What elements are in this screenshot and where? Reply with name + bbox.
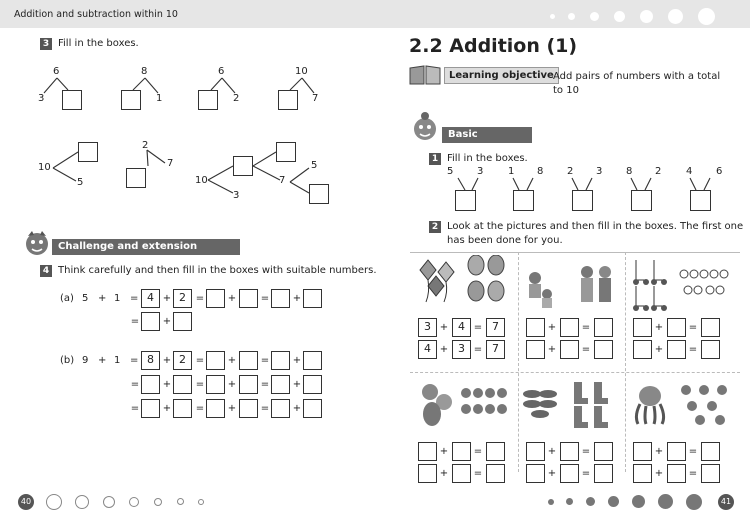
side-tree-a-low: 5 (77, 177, 84, 188)
q4a-box5[interactable] (271, 289, 290, 308)
p6-row2-equals: = (688, 468, 698, 479)
q4a-box1[interactable]: 4 (141, 289, 160, 308)
p1-row1-box2[interactable]: 4 (452, 318, 471, 337)
panel-top-border (410, 252, 740, 253)
pair4-a: 8 (626, 166, 633, 177)
objective-text-2: to 10 (553, 85, 579, 96)
objective-label: Learning objective (444, 67, 559, 84)
q4b-box4[interactable] (239, 351, 258, 370)
p4-row1-box1[interactable] (418, 442, 437, 461)
p3-row2-box2[interactable] (667, 340, 686, 359)
q4a-eq3: = (260, 293, 270, 304)
q4-instruction: Think carefully and then fill in the boxes with suitable numbers. (58, 265, 377, 276)
objective-text-1: Add pairs of numbers with a total (553, 71, 721, 82)
p3-row2-box3[interactable] (701, 340, 720, 359)
q4a-box6[interactable] (303, 289, 322, 308)
q4b-row2-eq3: = (260, 379, 270, 390)
p5-row1-box3[interactable] (594, 442, 613, 461)
tree1-answer-box[interactable] (62, 90, 82, 110)
side-tree-c-box1[interactable] (233, 156, 253, 176)
pair3-b: 3 (596, 166, 603, 177)
side-tree-c-mid: 7 (279, 175, 286, 186)
p2-row1-box3[interactable] (594, 318, 613, 337)
q4b-n2: 1 (114, 355, 121, 366)
p2-row2-equals: = (581, 344, 591, 355)
p1-row2-box3[interactable]: 7 (486, 340, 505, 359)
octopus-icon (628, 382, 672, 426)
p3-row1-equals: = (688, 322, 698, 333)
q2-line2: has been done for you. (447, 235, 563, 246)
q4b-row2-plus2: + (227, 379, 237, 390)
panel-divider-2 (625, 252, 626, 472)
p4-row2-box1[interactable] (418, 464, 437, 483)
q4b-row2-box4[interactable] (239, 375, 258, 394)
tree3-top: 6 (218, 66, 225, 77)
p4-row1-equals: = (473, 446, 483, 457)
octopus-icon (676, 382, 734, 426)
pair3-a: 2 (567, 166, 574, 177)
q4b-plus3: + (292, 355, 302, 366)
q4b-row3-box1[interactable] (141, 399, 160, 418)
pair4-box[interactable] (631, 190, 652, 211)
dolls-icon (458, 385, 512, 421)
q4a-eq2: = (195, 293, 205, 304)
p3-row1-box2[interactable] (667, 318, 686, 337)
q4b-row3-eq: = (130, 403, 140, 414)
side-tree-c-out: 5 (311, 160, 318, 171)
q4b-row3-box2[interactable] (173, 399, 192, 418)
q4b-row2-plus3: + (292, 379, 302, 390)
scooters-icon (630, 256, 674, 312)
p4-row2-box3[interactable] (486, 464, 505, 483)
kites-icon (418, 258, 462, 304)
q3-heading (40, 38, 139, 50)
p3-row1-plus: + (654, 322, 664, 333)
q4b-row2-box5[interactable] (271, 375, 290, 394)
q4b-op: + (98, 355, 107, 366)
bicycles-icon (678, 262, 734, 298)
q4b-row3-box6[interactable] (303, 399, 322, 418)
p1-row2-box1[interactable]: 4 (418, 340, 437, 359)
p2-row2-box1[interactable] (526, 340, 545, 359)
q4a-box4[interactable] (239, 289, 258, 308)
p2-row2-box3[interactable] (594, 340, 613, 359)
tree3-answer-box[interactable] (198, 90, 218, 110)
q4b-eq2: = (195, 355, 205, 366)
side-tree-b-top: 2 (142, 140, 149, 151)
q2-heading (429, 221, 743, 233)
q4b-plus2: + (227, 355, 237, 366)
teddy-bear-icon (418, 380, 456, 430)
p6-row2-box3[interactable] (701, 464, 720, 483)
p6-row2-box1[interactable] (633, 464, 652, 483)
pair1-a: 5 (447, 166, 454, 177)
p1-row1-equals: = (473, 322, 483, 333)
p1-row2-box2[interactable]: 3 (452, 340, 471, 359)
q4b-box6[interactable] (303, 351, 322, 370)
q4-heading (40, 265, 377, 277)
q4b-row2-plus: + (162, 379, 172, 390)
q4b-eq: = (130, 355, 139, 366)
tree4-top: 10 (295, 66, 308, 77)
side-tree-a-root: 10 (38, 162, 51, 173)
children-icon (523, 262, 615, 310)
p3-row2-equals: = (688, 344, 698, 355)
tree1-left: 3 (38, 93, 45, 104)
q4b-eq3: = (260, 355, 270, 366)
p5-row1-equals: = (581, 446, 591, 457)
p2-row2-plus: + (547, 344, 557, 355)
q4b-row2-eq2: = (195, 379, 205, 390)
p1-row2-plus: + (439, 344, 449, 355)
side-tree-c-root: 10 (195, 175, 208, 186)
q1-instruction: Fill in the boxes. (447, 153, 528, 164)
pair5-a: 4 (686, 166, 693, 177)
p4-row1-box2[interactable] (452, 442, 471, 461)
shoes-icon (522, 388, 558, 418)
side-tree-b-box[interactable] (126, 168, 146, 188)
q4b-n1: 9 (82, 355, 89, 366)
p2-row1-box1[interactable] (526, 318, 545, 337)
pair4-b: 2 (655, 166, 662, 177)
p4-row1-plus: + (439, 446, 449, 457)
tree1-top: 6 (53, 66, 60, 77)
p3-row2-plus: + (654, 344, 664, 355)
p4-row2-plus: + (439, 468, 449, 479)
q4a-eq: = (130, 293, 139, 304)
q4b-row3-plus: + (162, 403, 172, 414)
p4-row2-box2[interactable] (452, 464, 471, 483)
side-tree-b-right: 7 (167, 158, 174, 169)
p1-row2-equals: = (473, 344, 483, 355)
q4b-row3-box4[interactable] (239, 399, 258, 418)
p6-row1-equals: = (688, 446, 698, 457)
pair2-box[interactable] (513, 190, 534, 211)
p3-row2-box1[interactable] (633, 340, 652, 359)
q3-number: 3 (40, 38, 52, 50)
q4a-row2-plus: + (162, 316, 172, 327)
running-head: Addition and subtraction within 10 (14, 9, 178, 20)
p3-row1-box1[interactable] (633, 318, 652, 337)
q4b-box3[interactable] (206, 351, 225, 370)
tree2-top: 8 (141, 66, 148, 77)
q3-instruction: Fill in the boxes. (58, 38, 139, 49)
p5-row1-box1[interactable] (526, 442, 545, 461)
basic-banner: Basic questions (442, 127, 532, 143)
balloons-icon (464, 255, 512, 309)
q4a-row2-box2[interactable] (173, 312, 192, 331)
q4a-label: (a) (60, 293, 74, 304)
side-tree-c-box2[interactable] (276, 142, 296, 162)
q4a-plus: + (162, 293, 172, 304)
q4b-row2-box3[interactable] (206, 375, 225, 394)
page-number-right: 41 (718, 494, 734, 510)
p5-row2-equals: = (581, 468, 591, 479)
p6-row1-plus: + (654, 446, 664, 457)
q4b-row3-box3[interactable] (206, 399, 225, 418)
p2-row1-equals: = (581, 322, 591, 333)
q4b-box2[interactable]: 2 (173, 351, 192, 370)
q4a-row2-eq: = (130, 316, 140, 327)
pair5-box[interactable] (690, 190, 711, 211)
side-tree-a-box[interactable] (78, 142, 98, 162)
page-number-left: 40 (18, 494, 34, 510)
q4a-box2[interactable]: 2 (173, 289, 192, 308)
p2-row1-plus: + (547, 322, 557, 333)
q4b-box5[interactable] (271, 351, 290, 370)
q4b-plus: + (162, 355, 172, 366)
challenge-banner: Challenge and extension question (52, 239, 240, 255)
q4b-row3-eq3: = (260, 403, 270, 414)
side-tree-c-low: 3 (233, 190, 240, 201)
p1-row1-box3[interactable]: 7 (486, 318, 505, 337)
p6-row2-box2[interactable] (667, 464, 686, 483)
p1-row1-plus: + (439, 322, 449, 333)
p2-row2-box2[interactable] (560, 340, 579, 359)
boots-icon (568, 380, 612, 430)
p4-row2-equals: = (473, 468, 483, 479)
pair2-a: 1 (508, 166, 515, 177)
q4b-row2-box1[interactable] (141, 375, 160, 394)
p6-row1-box1[interactable] (633, 442, 652, 461)
q4b-label: (b) (60, 355, 75, 366)
p5-row1-plus: + (547, 446, 557, 457)
p5-row2-box1[interactable] (526, 464, 545, 483)
q2-number: 2 (429, 221, 441, 233)
p1-row1-box1[interactable]: 3 (418, 318, 437, 337)
q1-heading (429, 153, 528, 165)
p4-row1-box3[interactable] (486, 442, 505, 461)
mascot-icon (408, 110, 442, 144)
pair3-box[interactable] (572, 190, 593, 211)
p5-row2-plus: + (547, 468, 557, 479)
panel-divider-1 (518, 252, 519, 472)
open-book-icon (408, 64, 442, 86)
q4a-plus2: + (227, 293, 237, 304)
q4b-box1[interactable]: 8 (141, 351, 160, 370)
q4-number: 4 (40, 265, 52, 277)
q4a-plus3: + (292, 293, 302, 304)
side-tree-c-box3[interactable] (309, 184, 329, 204)
mascot-icon (20, 228, 54, 258)
tree3-right: 2 (233, 93, 240, 104)
q4a-box3[interactable] (206, 289, 225, 308)
q4b-row3-plus2: + (227, 403, 237, 414)
page-title: 2.2 Addition (1) (409, 35, 578, 57)
tree2-answer-box[interactable] (121, 90, 141, 110)
q4a-row2-box1[interactable] (141, 312, 160, 331)
p6-row2-plus: + (654, 468, 664, 479)
p5-row1-box2[interactable] (560, 442, 579, 461)
pair5-b: 6 (716, 166, 723, 177)
p3-row1-box3[interactable] (701, 318, 720, 337)
q4b-row2-eq: = (130, 379, 140, 390)
pair2-b: 8 (537, 166, 544, 177)
p2-row1-box2[interactable] (560, 318, 579, 337)
q4b-row2-box6[interactable] (303, 375, 322, 394)
q4a-op: + (98, 293, 107, 304)
pair1-box[interactable] (455, 190, 476, 211)
p5-row2-box2[interactable] (560, 464, 579, 483)
tree4-answer-box[interactable] (278, 90, 298, 110)
q4b-row3-plus3: + (292, 403, 302, 414)
p5-row2-box3[interactable] (594, 464, 613, 483)
q4b-row2-box2[interactable] (173, 375, 192, 394)
tree4-right: 7 (312, 93, 319, 104)
q4b-row3-box5[interactable] (271, 399, 290, 418)
q4a-n1: 5 (82, 293, 89, 304)
q1-number: 1 (429, 153, 441, 165)
q4b-row3-eq2: = (195, 403, 205, 414)
panel-middle-border (410, 372, 740, 373)
tree2-right: 1 (156, 93, 163, 104)
p6-row1-box3[interactable] (701, 442, 720, 461)
p6-row1-box2[interactable] (667, 442, 686, 461)
pair1-b: 3 (477, 166, 484, 177)
q2-line1: Look at the pictures and then fill in the boxes. The first one (447, 221, 744, 232)
q4a-n2: 1 (114, 293, 121, 304)
